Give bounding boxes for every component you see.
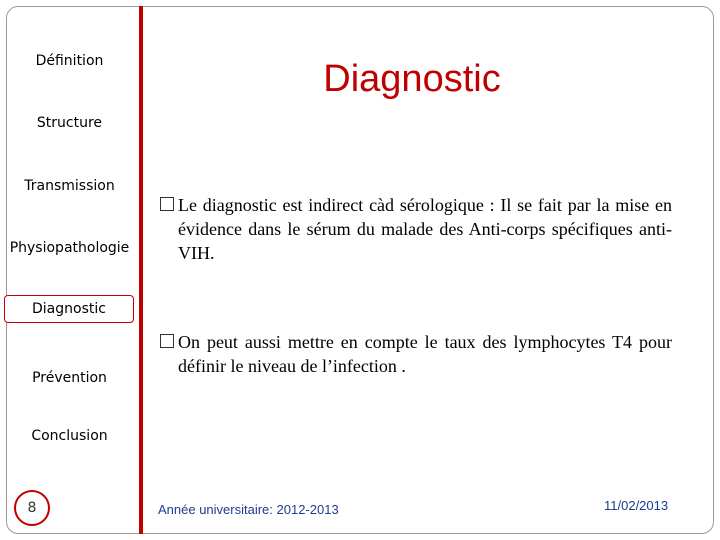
bullet-text: Le diagnostic est indirect càd sérologique : Il se fait par la mise en évidence dans le sérum du malade des Anti-corps spécifiques anti-VIH. [178, 195, 672, 263]
nav-item-prevention[interactable]: Prévention [32, 370, 107, 386]
bullet-item [160, 193, 672, 265]
page-number: 8 [14, 490, 50, 526]
footer-academic-year: Année universitaire: 2012-2013 [158, 502, 339, 517]
nav-item-structure[interactable]: Structure [36, 115, 103, 131]
bullet-item [160, 330, 672, 378]
bullet-text: On peut aussi mettre en compte le taux des lymphocytes T4 pour définir le niveau de l’infection . [178, 332, 672, 376]
checkbox-bullet-icon [160, 197, 174, 211]
checkbox-bullet-icon [160, 334, 174, 348]
nav-item-physiopathologie[interactable]: Physiopathologie [9, 240, 130, 256]
nav-item-diagnostic[interactable]: Diagnostic [4, 295, 134, 323]
footer-date: 11/02/2013 [604, 498, 669, 513]
nav-item-definition[interactable]: Définition [35, 53, 104, 69]
nav-item-transmission[interactable]: Transmission [24, 178, 115, 194]
nav-item-conclusion[interactable]: Conclusion [31, 428, 108, 444]
slide-title: Diagnostic [323, 58, 501, 100]
